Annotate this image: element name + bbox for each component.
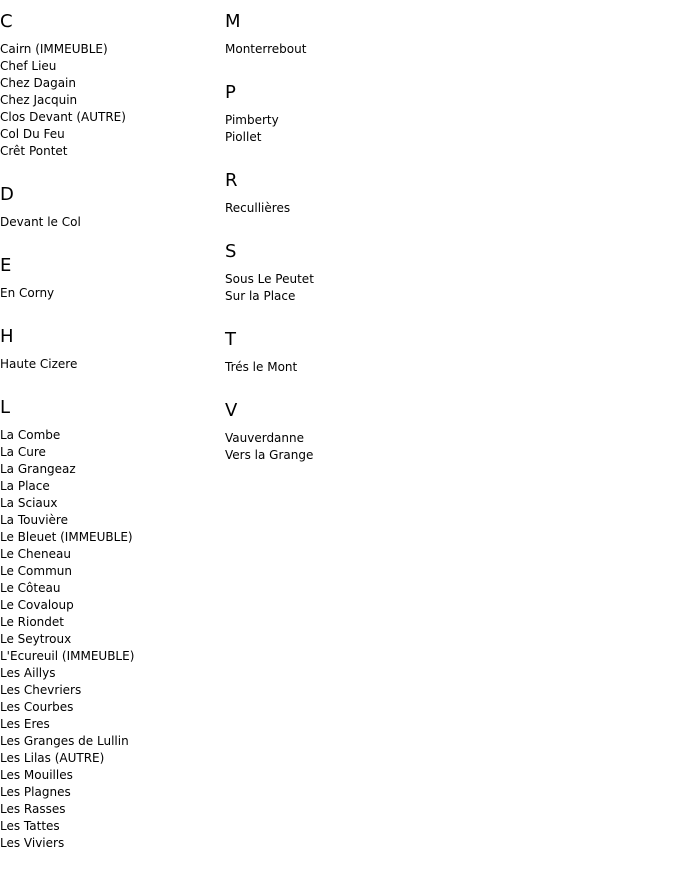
place-name-item: La Touvière	[0, 513, 68, 527]
place-name-item: Le Bleuet (IMMEUBLE)	[0, 530, 133, 544]
letter-group-e	[0, 255, 220, 315]
letter-group-d	[0, 184, 220, 244]
place-name-item: Les Mouilles	[0, 768, 73, 782]
place-list	[225, 430, 445, 464]
place-name-item: Vauverdanne	[225, 431, 305, 445]
section-letter-heading: H	[0, 326, 14, 347]
section-letter-heading: P	[225, 82, 236, 103]
place-name-item: Recullières	[225, 201, 291, 215]
place-name-item: Les Lilas (AUTRE)	[0, 751, 105, 765]
section-letter-heading: M	[225, 11, 241, 32]
place-name-item: Monterrebout	[225, 42, 307, 56]
letter-group-m	[225, 11, 445, 71]
place-list	[225, 112, 445, 146]
place-name-item: Sur la Place	[225, 289, 296, 303]
place-name-item: Le Cheneau	[0, 547, 71, 561]
place-name-item: Le Riondet	[0, 615, 64, 629]
letter-group-r	[225, 170, 445, 230]
place-name-item: Le Côteau	[0, 581, 61, 595]
letter-group-c	[0, 11, 220, 173]
place-name-item: Les Aillys	[0, 666, 56, 680]
place-name-item: L'Ecureuil (IMMEUBLE)	[0, 649, 135, 663]
place-list	[0, 427, 220, 852]
place-name-item: Chez Jacquin	[0, 93, 78, 107]
place-name-item: Le Seytroux	[0, 632, 72, 646]
place-name-item: Col Du Feu	[0, 127, 65, 141]
place-list	[225, 359, 445, 376]
place-list	[225, 200, 445, 217]
place-list	[225, 41, 445, 58]
place-name-item: La Place	[0, 479, 50, 493]
place-list	[0, 41, 220, 160]
place-name-item: Devant le Col	[0, 215, 81, 229]
place-name-item: Clos Devant (AUTRE)	[0, 110, 126, 124]
place-name-item: En Corny	[0, 286, 55, 300]
section-letter-heading: S	[225, 241, 237, 262]
section-letter-heading: L	[0, 397, 11, 418]
section-letter-heading: R	[225, 170, 238, 191]
place-list	[0, 214, 220, 231]
section-letter-heading: V	[225, 400, 238, 421]
place-name-item: La Grangeaz	[0, 462, 76, 476]
section-letter-heading: D	[0, 184, 14, 205]
place-name-item: Trés le Mont	[225, 360, 298, 374]
place-name-item: Les Tattes	[0, 819, 60, 833]
place-name-item: Pimberty	[225, 113, 279, 127]
place-name-item: Vers la Grange	[225, 448, 314, 462]
place-name-item: Les Granges de Lullin	[0, 734, 129, 748]
place-name-item: Chef Lieu	[0, 59, 57, 73]
place-name-item: Les Plagnes	[0, 785, 71, 799]
left-column	[0, 0, 220, 865]
place-list	[0, 356, 220, 373]
letter-group-s	[225, 241, 445, 318]
letter-group-v	[225, 400, 445, 477]
place-name-item: La Combe	[0, 428, 61, 442]
right-column	[225, 0, 445, 477]
place-name-item: Les Chevriers	[0, 683, 82, 697]
place-name-item: Le Commun	[0, 564, 72, 578]
place-name-item: Les Eres	[0, 717, 50, 731]
place-name-item: Sous Le Peutet	[225, 272, 314, 286]
place-name-item: Haute Cizere	[0, 357, 78, 371]
place-name-item: Crêt Pontet	[0, 144, 68, 158]
letter-group-p	[225, 82, 445, 159]
place-name-item: La Cure	[0, 445, 46, 459]
place-name-item: Les Rasses	[0, 802, 66, 816]
section-letter-heading: C	[0, 11, 13, 32]
section-letter-heading: T	[225, 329, 236, 350]
place-list	[225, 271, 445, 305]
letter-group-h	[0, 326, 220, 386]
section-letter-heading: E	[0, 255, 12, 276]
place-name-item: Les Viviers	[0, 836, 65, 850]
letter-group-t	[225, 329, 445, 389]
place-name-item: Cairn (IMMEUBLE)	[0, 42, 108, 56]
place-name-item: Les Courbes	[0, 700, 74, 714]
letter-group-l	[0, 397, 220, 865]
place-name-item: La Sciaux	[0, 496, 58, 510]
place-list	[0, 285, 220, 302]
place-name-item: Piollet	[225, 130, 262, 144]
place-name-item: Chez Dagain	[0, 76, 76, 90]
place-name-item: Le Covaloup	[0, 598, 74, 612]
